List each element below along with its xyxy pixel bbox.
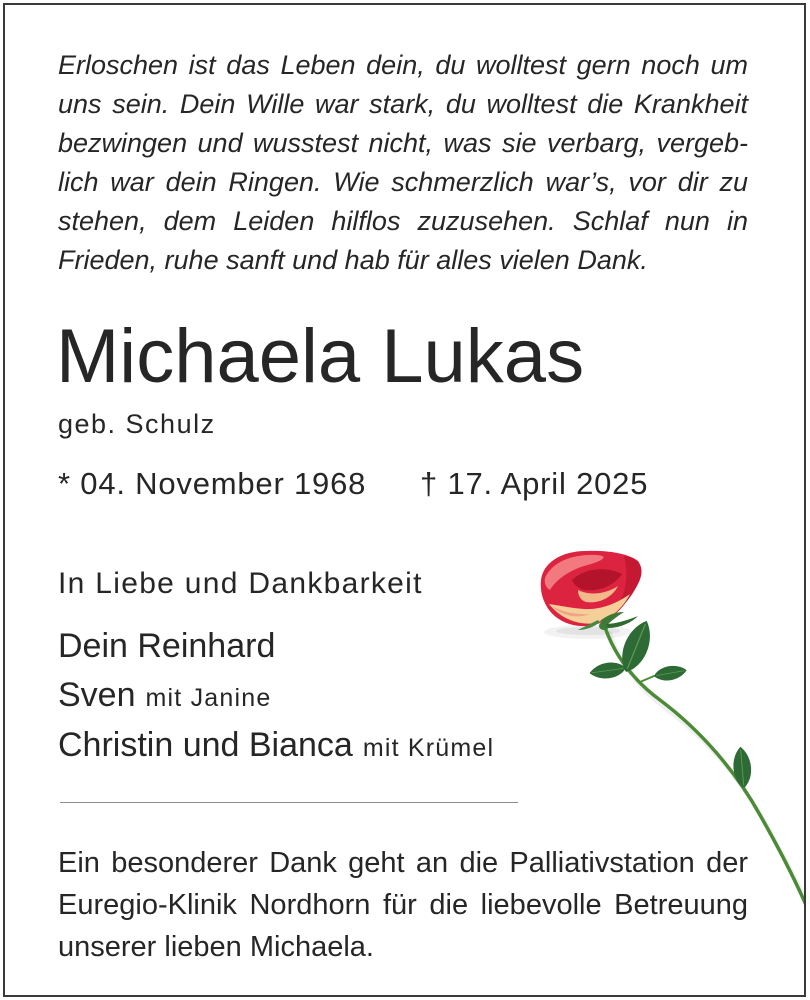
maiden-name: geb. Schulz [58, 409, 216, 439]
mourner-companion: mit Krümel [362, 734, 495, 762]
mourner-line [58, 725, 494, 768]
thanks-line: Ein besonderer Dank geht an die Palliativstation der [58, 847, 748, 879]
deceased-name: Michaela Lukas [56, 314, 585, 399]
mourner-name: Sven [58, 676, 136, 714]
poem-line: lich war dein Ringen. Wie schmerzlich war’s, vor dir zu [58, 167, 748, 197]
poem-line: Frieden, ruhe sanft und hab für alles vielen Dank. [58, 245, 648, 275]
thanks-line: Euregio-Klinik Nordhorn für die liebevolle Betreuung [58, 889, 748, 921]
mourner-name: Christin und Bianca [58, 726, 353, 764]
mourners-intro: In Liebe und Dankbarkeit [58, 567, 423, 600]
poem-line: uns sein. Dein Wille war stark, du wolltest die Krankheit [58, 89, 748, 119]
mourner-line [58, 626, 275, 666]
mourner-name: Dein Reinhard [58, 627, 276, 665]
thanks-line: unserer lieben Michaela. [58, 931, 374, 963]
poem-line: stehen, dem Leiden hilflos zuzusehen. Schlaf nun in [58, 206, 748, 236]
mourner-line [58, 675, 271, 718]
birth-date: * 04. November 1968 [58, 466, 367, 501]
thanks-note [58, 842, 748, 968]
death-date: † 17. April 2025 [420, 466, 649, 501]
mourner-companion: mit Janine [145, 684, 272, 712]
memorial-poem [58, 46, 748, 280]
poem-line: Erloschen ist das Leben dein, du wolltest gern noch um [58, 50, 748, 80]
divider-line [60, 802, 518, 803]
poem-line: bezwingen und wusstest nicht, was sie verbarg, vergeb- [58, 128, 748, 158]
